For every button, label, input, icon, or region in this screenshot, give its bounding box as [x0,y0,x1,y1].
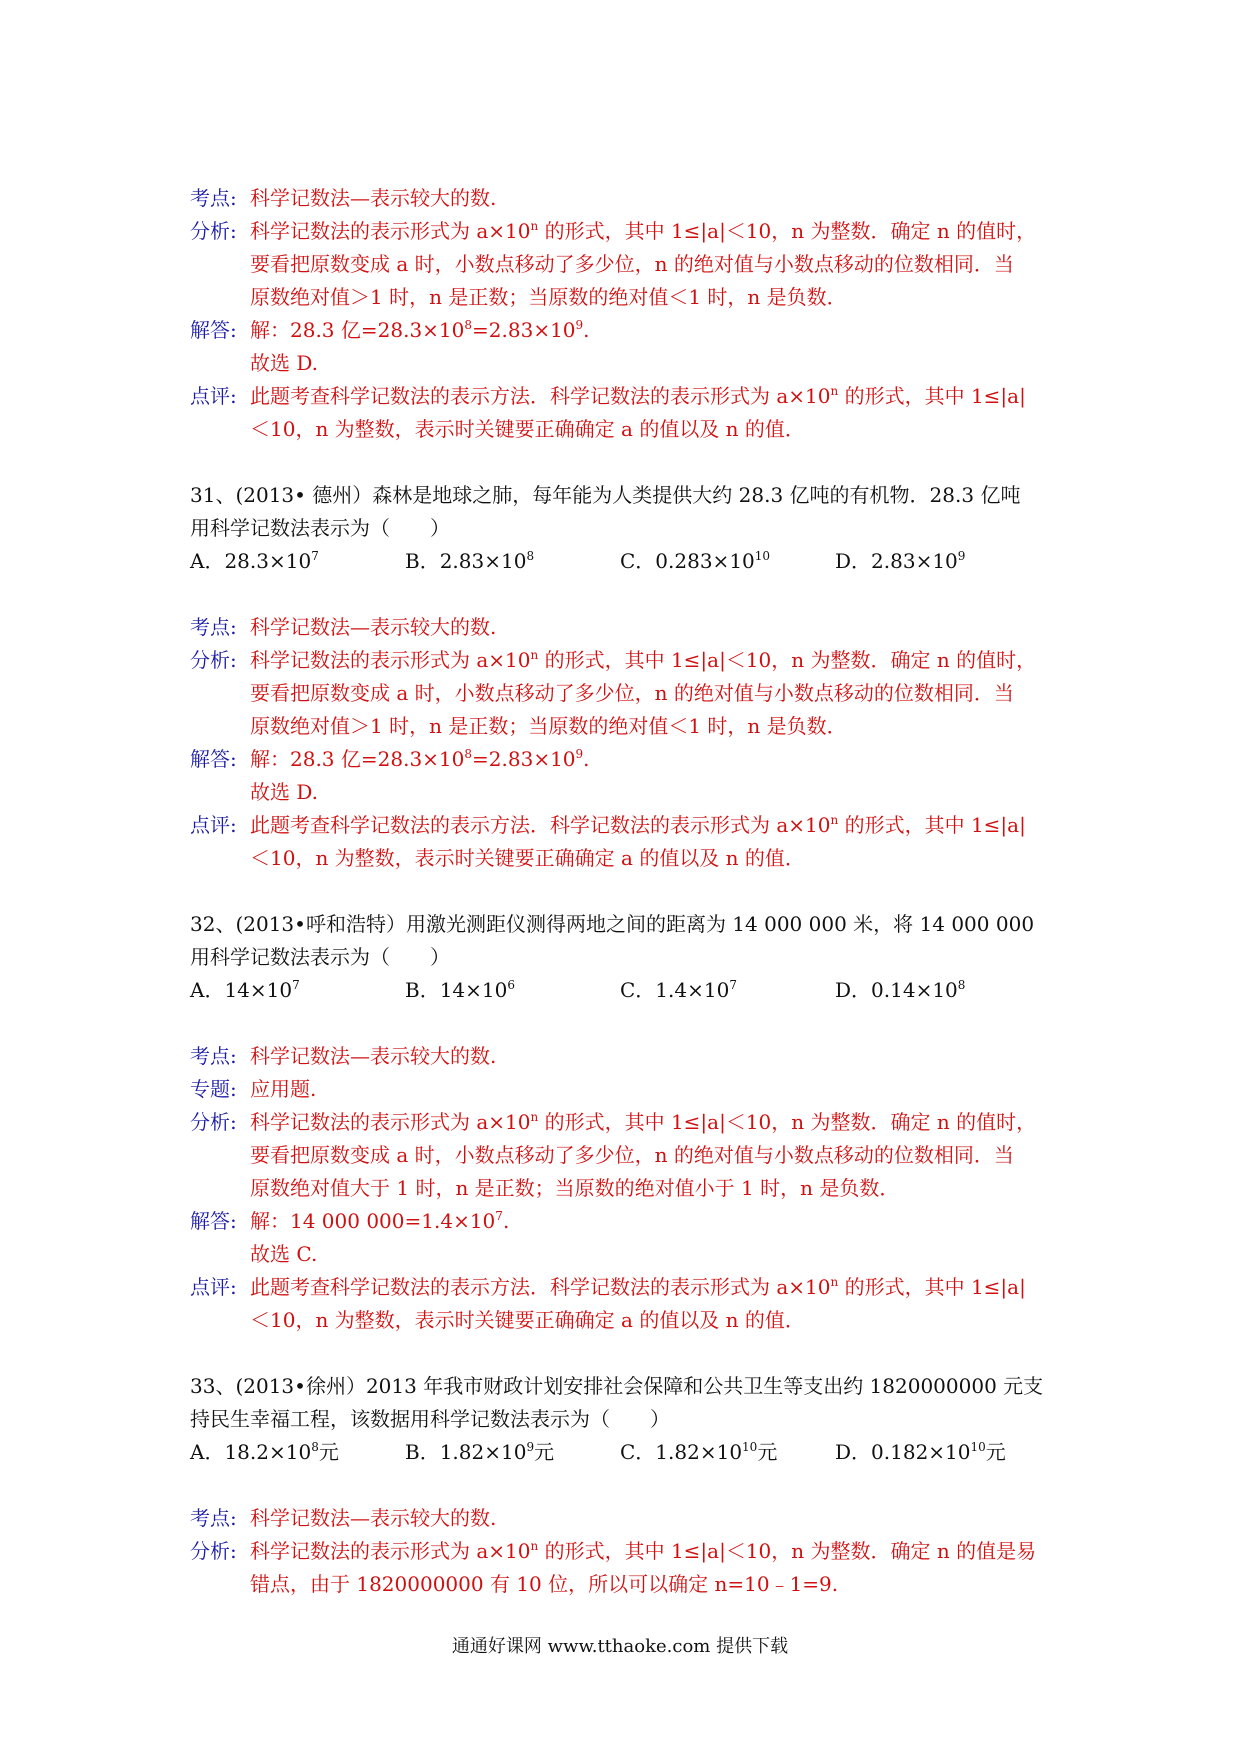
fenxi-text: 科学记数法的表示形式为 $a\times 10^n$ 的形式，其中 1≤|a|＜10，n 为整数．确定 n 的值是易 [250,1539,1037,1563]
fenxi-line-2: 要看把原数变成 a 时，小数点移动了多少位，n 的绝对值与小数点移动的位数相同．当 [250,1143,1014,1167]
option-a: A．$14\times 10^7$ [190,978,300,1002]
question-33-line-1: 33、(2013•徐州）2013 年我市财政计划安排社会保障和公共卫生等支出约 1820000000 元支 [190,1374,1044,1398]
kaodian-text: 科学记数法—表示较大的数. [250,186,497,210]
fenxi-label: 分析: [190,1110,237,1134]
option-d: D．$2.83\times 10^9$ [835,549,966,573]
jieda-label: 解答: [190,318,237,342]
dianping-line-2: ＜10，n 为整数，表示时关键要正确确定 a 的值以及 n 的值． [250,846,805,870]
page-footer: 通通好课网 www.tthaoke.com 提供下载 [451,1636,789,1657]
fenxi-line-3: 原数绝对值大于 1 时，n 是正数；当原数的绝对值小于 1 时，n 是负数． [250,1176,900,1200]
kaodian-row [190,1040,1060,1073]
fenxi-text: 科学记数法的表示形式为 $a\times 10^n$ 的形式，其中 1≤|a|＜10，n 为整数．确定 n 的值时， [250,219,1037,243]
fenxi-line-2: 要看把原数变成 a 时，小数点移动了多少位，n 的绝对值与小数点移动的位数相同．当 [250,681,1014,705]
dianping-label: 点评: [190,813,237,837]
option-b: B．$2.83\times 10^8$ [405,549,535,573]
zhuanti-row [190,1073,1060,1106]
kaodian-row [190,182,1060,215]
question-31-line-1: 31、(2013• 德州）森林是地球之肺，每年能为人类提供大约 28.3 亿吨的有机物．28.3 亿吨 [190,483,1021,507]
question-33-options [190,1436,1060,1469]
dianping-line-2: ＜10，n 为整数，表示时关键要正确确定 a 的值以及 n 的值． [250,417,805,441]
fenxi-row [190,215,1060,248]
fenxi-row [190,1106,1060,1139]
option-c: C．$0.283\times 10^{10}$ [620,549,771,573]
fenxi-text: 科学记数法的表示形式为 $a\times 10^n$ 的形式，其中 1≤|a|＜10，n 为整数．确定 n 的值时， [250,1110,1037,1134]
option-b: B．$14\times 10^6$ [405,978,515,1002]
question-32-options [190,974,1060,1007]
dianping-row [190,809,1060,842]
kaodian-text: 科学记数法—表示较大的数. [250,615,497,639]
jieda-row [190,743,1060,776]
kaodian-row [190,1502,1060,1535]
question-33-line-2: 持民生幸福工程，该数据用科学记数法表示为（ ） [190,1407,670,1431]
fenxi-label: 分析: [190,648,237,672]
zhuanti-text: 应用题. [250,1077,317,1101]
fenxi-line-3: 原数绝对值＞1 时，n 是正数；当原数的绝对值＜1 时，n 是负数． [250,714,847,738]
option-b: B．$1.82\times 10^9$元 [405,1440,555,1464]
dianping-label: 点评: [190,384,237,408]
fenxi-line-2: 错点，由于 1820000000 有 10 位，所以可以确定 n=10﹣1=9. [250,1572,839,1596]
jieda-row [190,1205,1060,1238]
jieda-line-2: 故选 D. [250,780,319,804]
jieda-text: 解：28.3 亿$=28.3\times 10^8=2.83\times 10^9$. [250,747,590,771]
jieda-label: 解答: [190,747,237,771]
jieda-text: 解：28.3 亿$=28.3\times 10^8=2.83\times 10^9$. [250,318,590,342]
option-c: C．$1.4\times 10^7$ [620,978,737,1002]
dianping-line-2: ＜10，n 为整数，表示时关键要正确确定 a 的值以及 n 的值． [250,1308,805,1332]
fenxi-row [190,644,1060,677]
question-31-options [190,545,1060,578]
option-c: C．$1.82\times 10^{10}$元 [620,1440,778,1464]
dianping-label: 点评: [190,1275,237,1299]
kaodian-label: 考点: [190,1506,237,1530]
dianping-row [190,1271,1060,1304]
fenxi-row [190,1535,1060,1568]
fenxi-line-3: 原数绝对值＞1 时，n 是正数；当原数的绝对值＜1 时，n 是负数． [250,285,847,309]
kaodian-label: 考点: [190,1044,237,1068]
question-31-line-2: 用科学记数法表示为（ ） [190,516,450,540]
fenxi-line-2: 要看把原数变成 a 时，小数点移动了多少位，n 的绝对值与小数点移动的位数相同．当 [250,252,1014,276]
dianping-text: 此题考查科学记数法的表示方法．科学记数法的表示形式为 $a\times 10^n$ 的形式，其中 1≤|a| [250,813,1026,837]
zhuanti-label: 专题: [190,1077,237,1101]
jieda-label: 解答: [190,1209,237,1233]
kaodian-label: 考点: [190,615,237,639]
kaodian-text: 科学记数法—表示较大的数. [250,1506,497,1530]
jieda-line-2: 故选 D. [250,351,319,375]
jieda-text: 解：14 000 $000=1.4\times 10^7$. [250,1209,510,1233]
option-a: A．$28.3\times 10^7$ [190,549,319,573]
option-a: A．$18.2\times 10^8$元 [190,1440,339,1464]
document-body [190,182,1060,1601]
dianping-text: 此题考查科学记数法的表示方法．科学记数法的表示形式为 $a\times 10^n$ 的形式，其中 1≤|a| [250,384,1026,408]
jieda-row [190,314,1060,347]
kaodian-row [190,611,1060,644]
dianping-text: 此题考查科学记数法的表示方法．科学记数法的表示形式为 $a\times 10^n$ 的形式，其中 1≤|a| [250,1275,1026,1299]
fenxi-label: 分析: [190,219,237,243]
fenxi-text: 科学记数法的表示形式为 $a\times 10^n$ 的形式，其中 1≤|a|＜10，n 为整数．确定 n 的值时， [250,648,1037,672]
jieda-line-2: 故选 C. [250,1242,318,1266]
question-32-line-1: 32、(2013•呼和浩特）用激光测距仪测得两地之间的距离为 14 000 000 米，将 14 000 000 [190,912,1035,936]
question-32-line-2: 用科学记数法表示为（ ） [190,945,450,969]
option-d: D．$0.14\times 10^8$ [835,978,966,1002]
fenxi-label: 分析: [190,1539,237,1563]
kaodian-text: 科学记数法—表示较大的数. [250,1044,497,1068]
kaodian-label: 考点: [190,186,237,210]
dianping-row [190,380,1060,413]
option-d: D．$0.182\times 10^{10}$元 [835,1440,1006,1464]
